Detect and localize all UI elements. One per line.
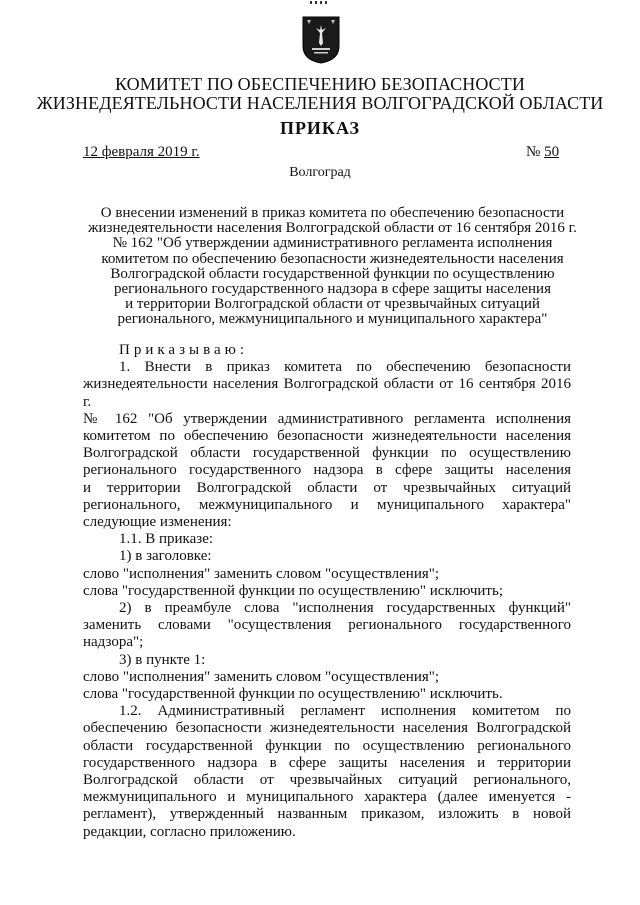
org-line-2: ЖИЗНЕДЕЯТЕЛЬНОСТИ НАСЕЛЕНИЯ ВОЛГОГРАДСКОЙ ОБЛАСТИ	[36, 93, 604, 113]
paragraph-1-line: № 162 "Об утверждении административного регламента исполнения	[83, 410, 571, 427]
clause-1-2-line: обеспечению безопасности жизнедеятельности населения Волгоградской	[83, 720, 571, 737]
paragraph-1-line: и территории Волгоградской области от чрезвычайных ситуаций	[83, 479, 571, 496]
clause-1-2-line: государственного надзора в сфере защиты населения и территории	[83, 754, 571, 771]
subject-line: регионального государственного надзора в сфере защиты населения	[114, 281, 551, 298]
volgograd-coat-of-arms-emblem	[302, 16, 340, 64]
clause-1-1-2-line: 2) в преамбуле слова "исполнения государственных функций"	[119, 600, 571, 617]
clause-1-1-1-a: слово "исполнения" заменить словом "осуществления";	[83, 565, 440, 582]
clause-1-2-line: межмуниципального и муниципального характера (далее именуется -	[83, 789, 571, 806]
subject-line: комитетом по обеспечению безопасности жизнедеятельности населения	[101, 250, 564, 267]
paragraph-1-line: регионального государственного надзора в сфере защиты населения	[83, 462, 571, 479]
order-word: Приказываю:	[119, 342, 248, 358]
clause-1-2-line: 1.2. Административный регламент исполнения комитетом по	[119, 703, 571, 720]
clause-1-1-3-a: слово "исполнения" заменить словом "осуществления";	[83, 668, 440, 685]
subject-line: О внесении изменений в приказ комитета по обеспечению безопасности	[100, 205, 565, 221]
clause-1-1: 1.1. В приказе:	[119, 531, 214, 548]
document-number	[526, 144, 559, 161]
subject-line: жизнедеятельности населения Волгоградской области от 16 сентября 2016 г.	[88, 220, 577, 237]
number-prefix: №	[526, 144, 541, 160]
paragraph-1-line: комитетом по обеспечению безопасности жизнедеятельности населения	[83, 428, 571, 445]
paragraph-1-line: следующие изменения:	[83, 514, 232, 531]
city-name: Волгоград	[289, 165, 351, 180]
organization-name	[0, 75, 640, 113]
clause-1-1-2-line: заменить словами "осуществления регионального государственного	[83, 617, 571, 634]
document-subject	[80, 206, 585, 328]
subject-line: регионального, межмуниципального и муниципального характера"	[117, 311, 548, 328]
clause-1-2-line: регламент), утвержденный названным приказом, изложить в новой	[83, 806, 571, 823]
paragraph-1-line: 1. Внести в приказ комитета по обеспечению безопасности	[119, 359, 571, 376]
subject-line: и территории Волгоградской области от чрезвычайных ситуаций	[125, 296, 540, 313]
subject-line: Волгоградской области государственной функции по осуществлению	[110, 265, 555, 282]
clause-1-1-3-b: слова "государственной функции по осуществлению" исключить.	[83, 686, 503, 703]
clause-1-2-line: области государственной функции по осуществлению регионального	[83, 737, 571, 754]
subject-line: № 162 "Об утверждении административного регламента исполнения	[112, 235, 553, 252]
clause-1-1-3: 3) в пункте 1:	[119, 651, 206, 668]
clause-1-1-2-line: надзора";	[83, 634, 144, 651]
paragraph-1-line: Волгоградской области государственной функции по осуществлению	[83, 445, 571, 462]
emblem-crown-marks	[310, 0, 332, 6]
document-body	[83, 342, 571, 841]
paragraph-1-line: регионального, межмуниципального и муниципального характера"	[83, 496, 571, 513]
paragraph-1-line: жизнедеятельности населения Волгоградской области от 16 сентября 2016 г.	[83, 376, 571, 410]
clause-1-1-1: 1) в заголовке:	[119, 548, 212, 565]
clause-1-2-line: редакции, согласно приложению.	[83, 823, 296, 840]
clause-1-2-line: Волгоградской области от чрезвычайных ситуаций регионального,	[83, 772, 571, 789]
document-type-title: ПРИКАЗ	[279, 118, 361, 138]
number-value: 50	[544, 144, 560, 160]
org-line-1: КОМИТЕТ ПО ОБЕСПЕЧЕНИЮ БЕЗОПАСНОСТИ	[115, 74, 525, 94]
clause-1-1-1-b: слова "государственной функции по осуществлению" исключить;	[83, 582, 503, 599]
document-date: 12 февраля 2019 г.	[83, 144, 200, 160]
